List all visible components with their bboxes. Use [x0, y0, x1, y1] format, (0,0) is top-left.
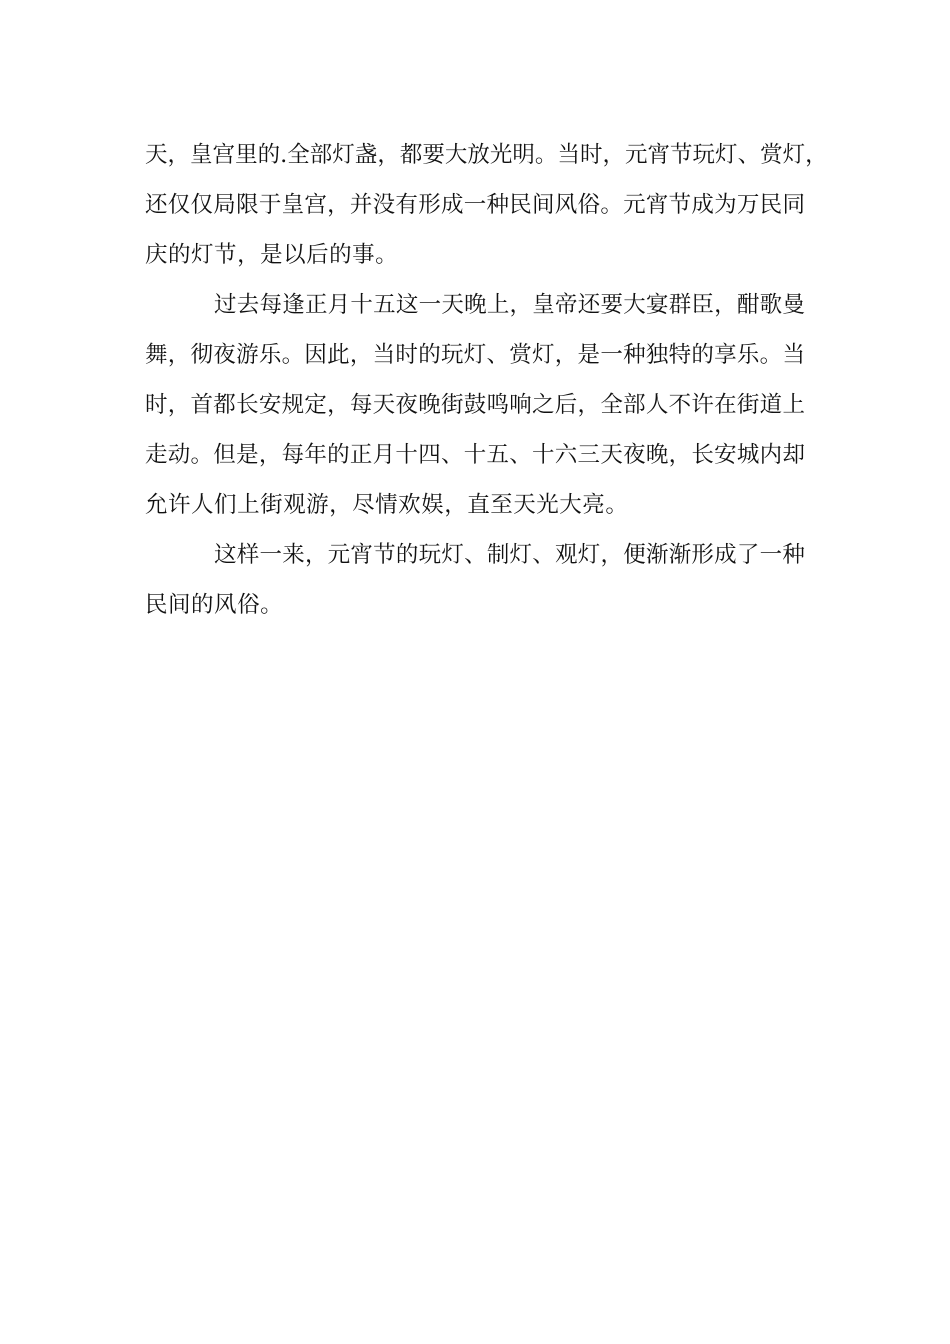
text-line: 庆 的 灯 节 ， 是 以 后 的 事 。 — [145, 242, 398, 268]
text-line: 允 许 人 们 上 街 观 游 ， 尽 情 欢 娱 ， 直 至 天 光 大 亮 。 — [145, 492, 628, 518]
text-line: 走 动 。 但 是 ， 每 年 的 正 月 十 四 、 十 五 、 十 六 三 天 夜 晚 ， 长 安 城 内 却 — [145, 442, 805, 468]
text-line: 还 仅 仅 局 限 于 皇 宫 ， 并 没 有 形 成 一 种 民 间 风 俗 。 元 宵 节 成 为 万 民 同 — [145, 192, 805, 218]
text-line: 天 ， 皇 宫 里 的 . 全 部 灯 盏 ， 都 要 大 放 光 明 。 当 时 ， 元 宵 节 玩 灯 、 赏 灯 ， — [145, 142, 828, 168]
text-line: 时 ， 首 都 长 安 规 定 ， 每 天 夜 晚 街 鼓 鸣 响 之 后 ， 全 部 人 不 许 在 街 道 上 — [145, 392, 805, 418]
text-line: 舞 ， 彻 夜 游 乐 。 因 此 ， 当 时 的 玩 灯 、 赏 灯 ， 是 一 种 独 特 的 享 乐 。 当 — [145, 342, 805, 368]
text-line: 民 间 的 风 俗 。 — [145, 592, 283, 618]
paragraph-3 — [145, 530, 805, 630]
text-line: 过 去 每 逢 正 月 十 五 这 一 天 晚 上 ， 皇 帝 还 要 大 宴 群 臣 ， 酣 歌 曼 — [214, 292, 805, 318]
document-body — [145, 130, 828, 630]
text-line: 这 样 一 来 ， 元 宵 节 的 玩 灯 、 制 灯 、 观 灯 ， 便 渐 渐 形 成 了 一 种 — [214, 542, 805, 568]
paragraph-1 — [145, 130, 828, 280]
paragraph-2 — [145, 280, 805, 530]
